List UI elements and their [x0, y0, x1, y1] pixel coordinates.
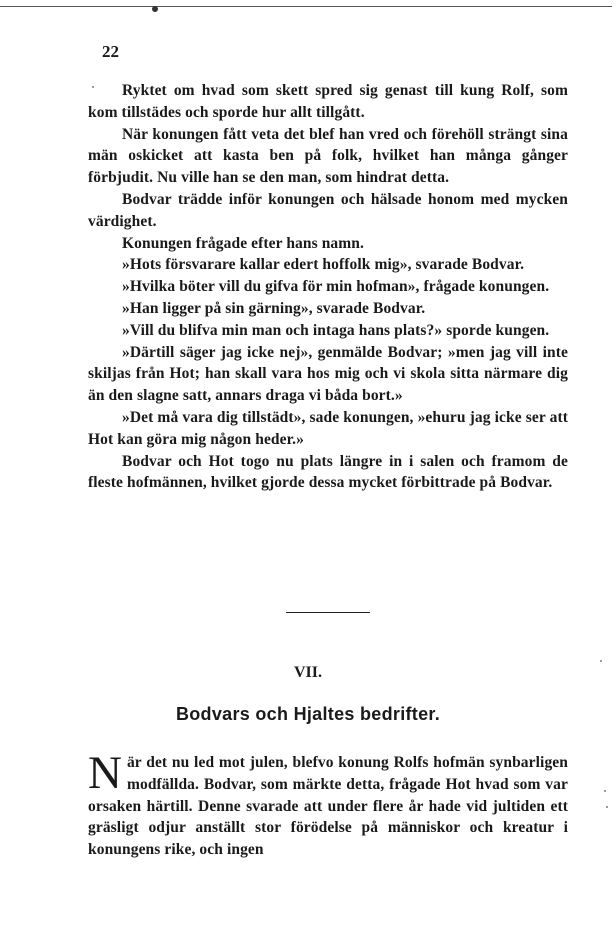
paragraph: »Han ligger på sin gärning», svarade Bodvar. [122, 299, 426, 317]
paragraph: »Det må vara dig tillstädt», sade konungen, »ehuru jag icke ser att Hot kan göra mig någon heder.» [88, 408, 568, 448]
chapter-number: VII. [293, 664, 322, 681]
chapter-title: Bodvars och Hjaltes bedrifter. [175, 704, 441, 724]
paragraph: »Vill du blifva min man och intaga hans plats?» sporde kungen. [122, 321, 550, 339]
paragraph: När konungen fått veta det blef han vred och förehöll strängt sina män oskicket att kasta ben på folk, hvilket han många gånger förbjudit. Nu ville han se den man, som hindrat detta. [88, 125, 568, 187]
top-ink-mark [152, 6, 158, 12]
paragraph: Bodvar och Hot togo nu plats längre in i salen och framom de fleste hofmännen, hvilket gjorde dessa mycket förbittrade på Bodvar. [88, 452, 568, 492]
paragraph: Ryktet om hvad som skett spred sig genast till kung Rolf, som kom tillstädes och sporde hur allt tillgått. [88, 82, 568, 121]
paragraph: »Därtill säger jag icke nej», genmälde Bodvar; »men jag vill inte skiljas från Hot; han skall vara hos mig och vi skola sitta närmare dig än den slagne satt, annars draga vi båda bort.» [88, 343, 568, 405]
paper-speck [600, 660, 602, 662]
top-edge-rule [0, 6, 612, 7]
paragraph: Bodvar trädde inför konungen och hälsade honom med mycken värdighet. [88, 190, 568, 230]
chapter-opening-paragraph: är det nu led mot julen, blefvo konung Rolfs hofmän synbarligen modfällda. Bodvar, som märkte detta, frågade Hot hvad som var orsaken härtill. Denne svarade att under flere år hade vid jultiden ett gräsligt odjur anställt stor förödelse på människor och kreatur i konungens rike, och ingen [88, 754, 568, 859]
drop-cap: N [88, 747, 122, 799]
body-text [88, 80, 568, 494]
chapter-opening [88, 747, 568, 861]
paragraph: Konungen frågade efter hans namn. [122, 234, 364, 252]
paper-speck [604, 790, 606, 792]
paper-speck [92, 86, 94, 88]
page-number: 22 [102, 42, 119, 61]
paragraph: »Hvilka böter vill du gifva för min hofman», frågade konungen. [122, 278, 550, 296]
paper-speck [606, 806, 608, 808]
paragraph: »Hots försvarare kallar edert hoffolk mig», svarade Bodvar. [122, 256, 525, 274]
section-divider [286, 612, 370, 613]
